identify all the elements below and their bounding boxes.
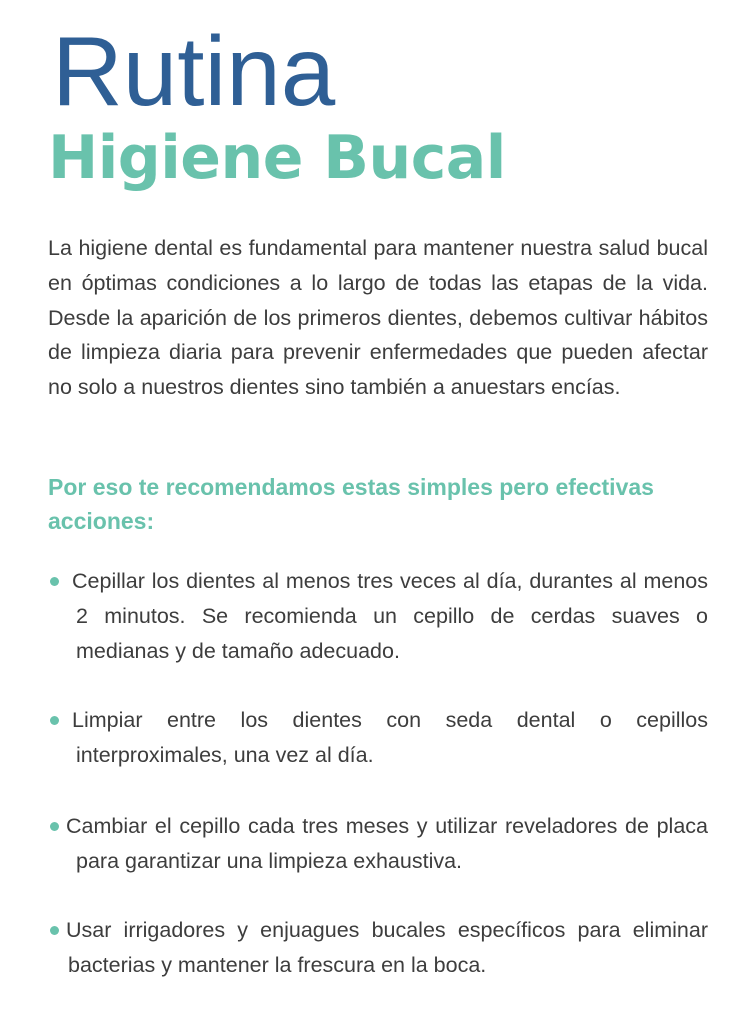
action-text: Cambiar el cepillo cada tres meses y utilizar reveladores de placa para garantizar una limpieza exhaustiva. <box>66 814 708 873</box>
title-higiene-bucal: Higiene Bucal <box>48 123 506 193</box>
list-item <box>48 703 708 773</box>
list-item <box>48 809 708 879</box>
action-text: Cepillar los dientes al menos tres veces al día, durantes al menos 2 minutos. Se recomienda un cepillo de cerdas suaves o medianas y de tamaño adecuado. <box>72 569 708 663</box>
list-item <box>48 564 708 668</box>
action-text: Usar irrigadores y enjuagues bucales específicos para eliminar bacterias y mantener la frescura en la boca. <box>66 918 708 977</box>
recommendations-heading: Por eso te recomendamos estas simples pero efectivas acciones: <box>48 474 654 534</box>
bullet-dot-icon <box>50 822 59 831</box>
bullet-dot-icon <box>50 577 59 586</box>
action-text: Limpiar entre los dientes con seda dental o cepillos interproximales, una vez al día. <box>72 708 708 767</box>
bullet-dot-icon <box>50 716 59 725</box>
list-item <box>48 913 708 983</box>
bullet-dot-icon <box>50 926 59 935</box>
intro-paragraph: La higiene dental es fundamental para mantener nuestra salud bucal en óptimas condiciones a lo largo de todas las etapas de la vida. Desde la aparición de los primeros dientes, debemos cultivar hábitos de limpieza diaria para prevenir enfermedades que pueden afectar no solo a nuestros dientes sino también a anuestars encías. <box>48 236 708 400</box>
title-rutina: Rutina <box>52 16 336 126</box>
